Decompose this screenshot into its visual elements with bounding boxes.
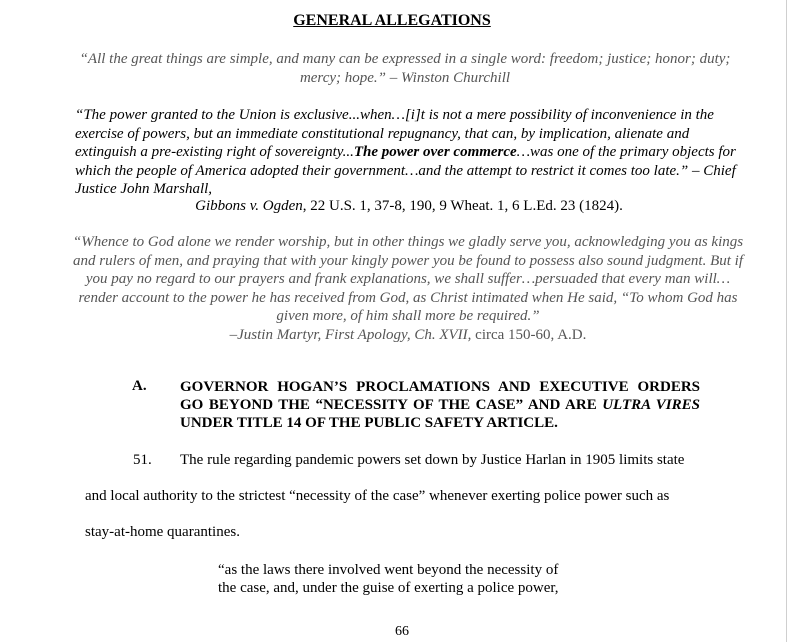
case-citation: , 22 U.S. 1, 37-8, 190, 9 Wheat. 1, 6 L.Ed. 23 (1824). (302, 198, 623, 214)
page-edge-divider (786, 0, 787, 642)
justin-martyr-attribution: –Justin Martyr, First Apology, Ch. XVII, (229, 326, 472, 343)
justin-martyr-date: circa 150-60, A.D. (471, 326, 587, 343)
section-letter: A. (132, 378, 147, 394)
page-number: 66 (395, 624, 409, 639)
justin-martyr-quote-text: “Whence to God alone we render worship, but in other things we gladly serve you, acknowledging you as kings and rulers of men, and praying that with your kingly power you be found to possess also sound judgment. But if you pay no regard to our prayers and frank explanations, we shall suffer…persuaded that every man will…render account to the power he has received from God, as Christ intimated when He said, “To whom God has given more, of him shall more be required.” (72, 234, 744, 324)
section-title (180, 378, 700, 432)
block-quote-line-2: the case, and, under the guise of exerting a police power, (218, 580, 559, 596)
marshall-quote-text-1: The power granted to the Union is exclusive...when…[i]t is not a mere possibility of inconvenience in the exercise of powers, but an immediate constitutional repugnancy, that can, by implication, alienate and extinguish a pre-existing right of sovereignty... (75, 107, 714, 160)
section-title-italic: ULTRA VIRES (602, 397, 700, 413)
paragraph-line-2: and local authority to the strictest “necessity of the case” whenever exerting police power such as (85, 488, 670, 504)
case-name: Gibbons v. Ogden (195, 198, 303, 214)
paragraph-line-3: stay-at-home quarantines. (85, 524, 240, 540)
block-quote-line-1: “as the laws there involved went beyond the necessity of (218, 562, 559, 578)
gibbons-citation (75, 198, 743, 215)
quote-open-mark: “ (75, 107, 84, 123)
marshall-quote-text-2: …was one of the primary objects for which the people of America adopted their government…and the attempt to restrict it comes too late.” – Chief Justice John Marshall, (75, 144, 736, 197)
justin-martyr-quote (68, 233, 748, 344)
section-heading: GENERAL ALLEGATIONS (293, 12, 491, 29)
marshall-quote (75, 106, 743, 199)
paragraph-line-1: The rule regarding pandemic powers set down by Justice Harlan in 1905 limits state (180, 452, 685, 468)
churchill-quote: “All the great things are simple, and many can be expressed in a single word: freedom; justice; honor; duty; mercy; hope.” – Winston Churchill (79, 51, 731, 86)
paragraph-number: 51. (133, 452, 152, 468)
section-title-part-2: UNDER TITLE 14 OF THE PUBLIC SAFETY ARTICLE. (180, 415, 558, 431)
block-quote (218, 561, 598, 597)
section-title-part-1: GOVERNOR HOGAN’S PROCLAMATIONS AND EXECUTIVE ORDERS GO BEYOND THE “NECESSITY OF THE CASE” AND ARE (180, 379, 700, 413)
marshall-quote-bold: The power over commerce (353, 144, 517, 160)
